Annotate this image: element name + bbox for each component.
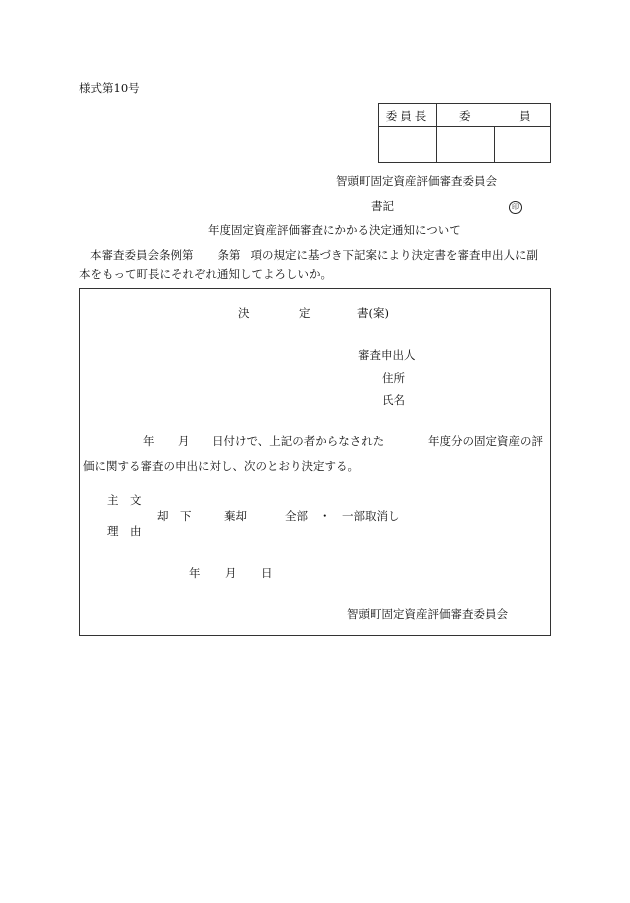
main-label-1: 主	[107, 493, 119, 507]
approval-stamp-table	[378, 103, 551, 163]
committee-name: 智頭町固定資産評価審査委員会	[336, 174, 497, 188]
stamp-divider	[494, 126, 495, 163]
reject-label-1: 却	[157, 509, 169, 523]
decision-title-2: 定	[299, 306, 311, 320]
decision-title-3: 書(案)	[357, 306, 389, 320]
date-year: 年	[189, 566, 201, 580]
secretary-label: 書記	[371, 199, 394, 213]
dismiss-label: 棄却	[224, 509, 247, 523]
reason-label-1: 理	[107, 524, 119, 538]
stamp-member-label-2: 員	[519, 109, 531, 123]
seal-mark	[509, 198, 522, 214]
seal-icon: 印	[509, 201, 522, 214]
intro-line-2: 本をもって町長にそれぞれ通知してよろしいか。	[79, 267, 332, 281]
stamp-divider	[436, 104, 437, 162]
document-title: 年度固定資産評価審査にかかる決定通知について	[208, 223, 461, 237]
reason-label-2: 由	[130, 524, 142, 538]
applicant-label: 審査申出人	[358, 348, 416, 362]
body-fiscal-text: 年度分の固定資産の評	[428, 434, 543, 448]
intro-text-b: 条第	[217, 248, 241, 262]
address-label: 住所	[382, 371, 405, 385]
separator-dot: ・	[319, 509, 331, 523]
date-day: 日	[261, 566, 273, 580]
decision-title-1: 決	[238, 306, 250, 320]
main-label-2: 文	[130, 493, 142, 507]
name-label: 氏名	[382, 393, 405, 407]
cancel-all-label: 全部	[285, 509, 308, 523]
body-month: 月	[178, 434, 190, 448]
decision-committee-name: 智頭町固定資産評価審査委員会	[347, 607, 508, 621]
reject-label-2: 下	[180, 509, 192, 523]
stamp-chair-label: 委員長	[385, 109, 430, 123]
cancel-part-label: 一部取消し	[342, 509, 400, 523]
body-line-2: 価に関する審査の申出に対し、次のとおり決定する。	[83, 459, 359, 473]
stamp-member-label-1: 委	[459, 109, 471, 123]
body-year: 年	[143, 434, 155, 448]
intro-text-a: 本審査委員会条例第	[90, 248, 194, 262]
intro-text-c: 項の規定に基づき下記案により決定書を審査申出人に副	[250, 248, 538, 262]
body-day-text: 日付けで、上記の者からなされた	[212, 434, 385, 448]
date-month: 月	[225, 566, 237, 580]
form-number: 様式第10号	[79, 81, 140, 95]
intro-line-1	[90, 247, 538, 263]
